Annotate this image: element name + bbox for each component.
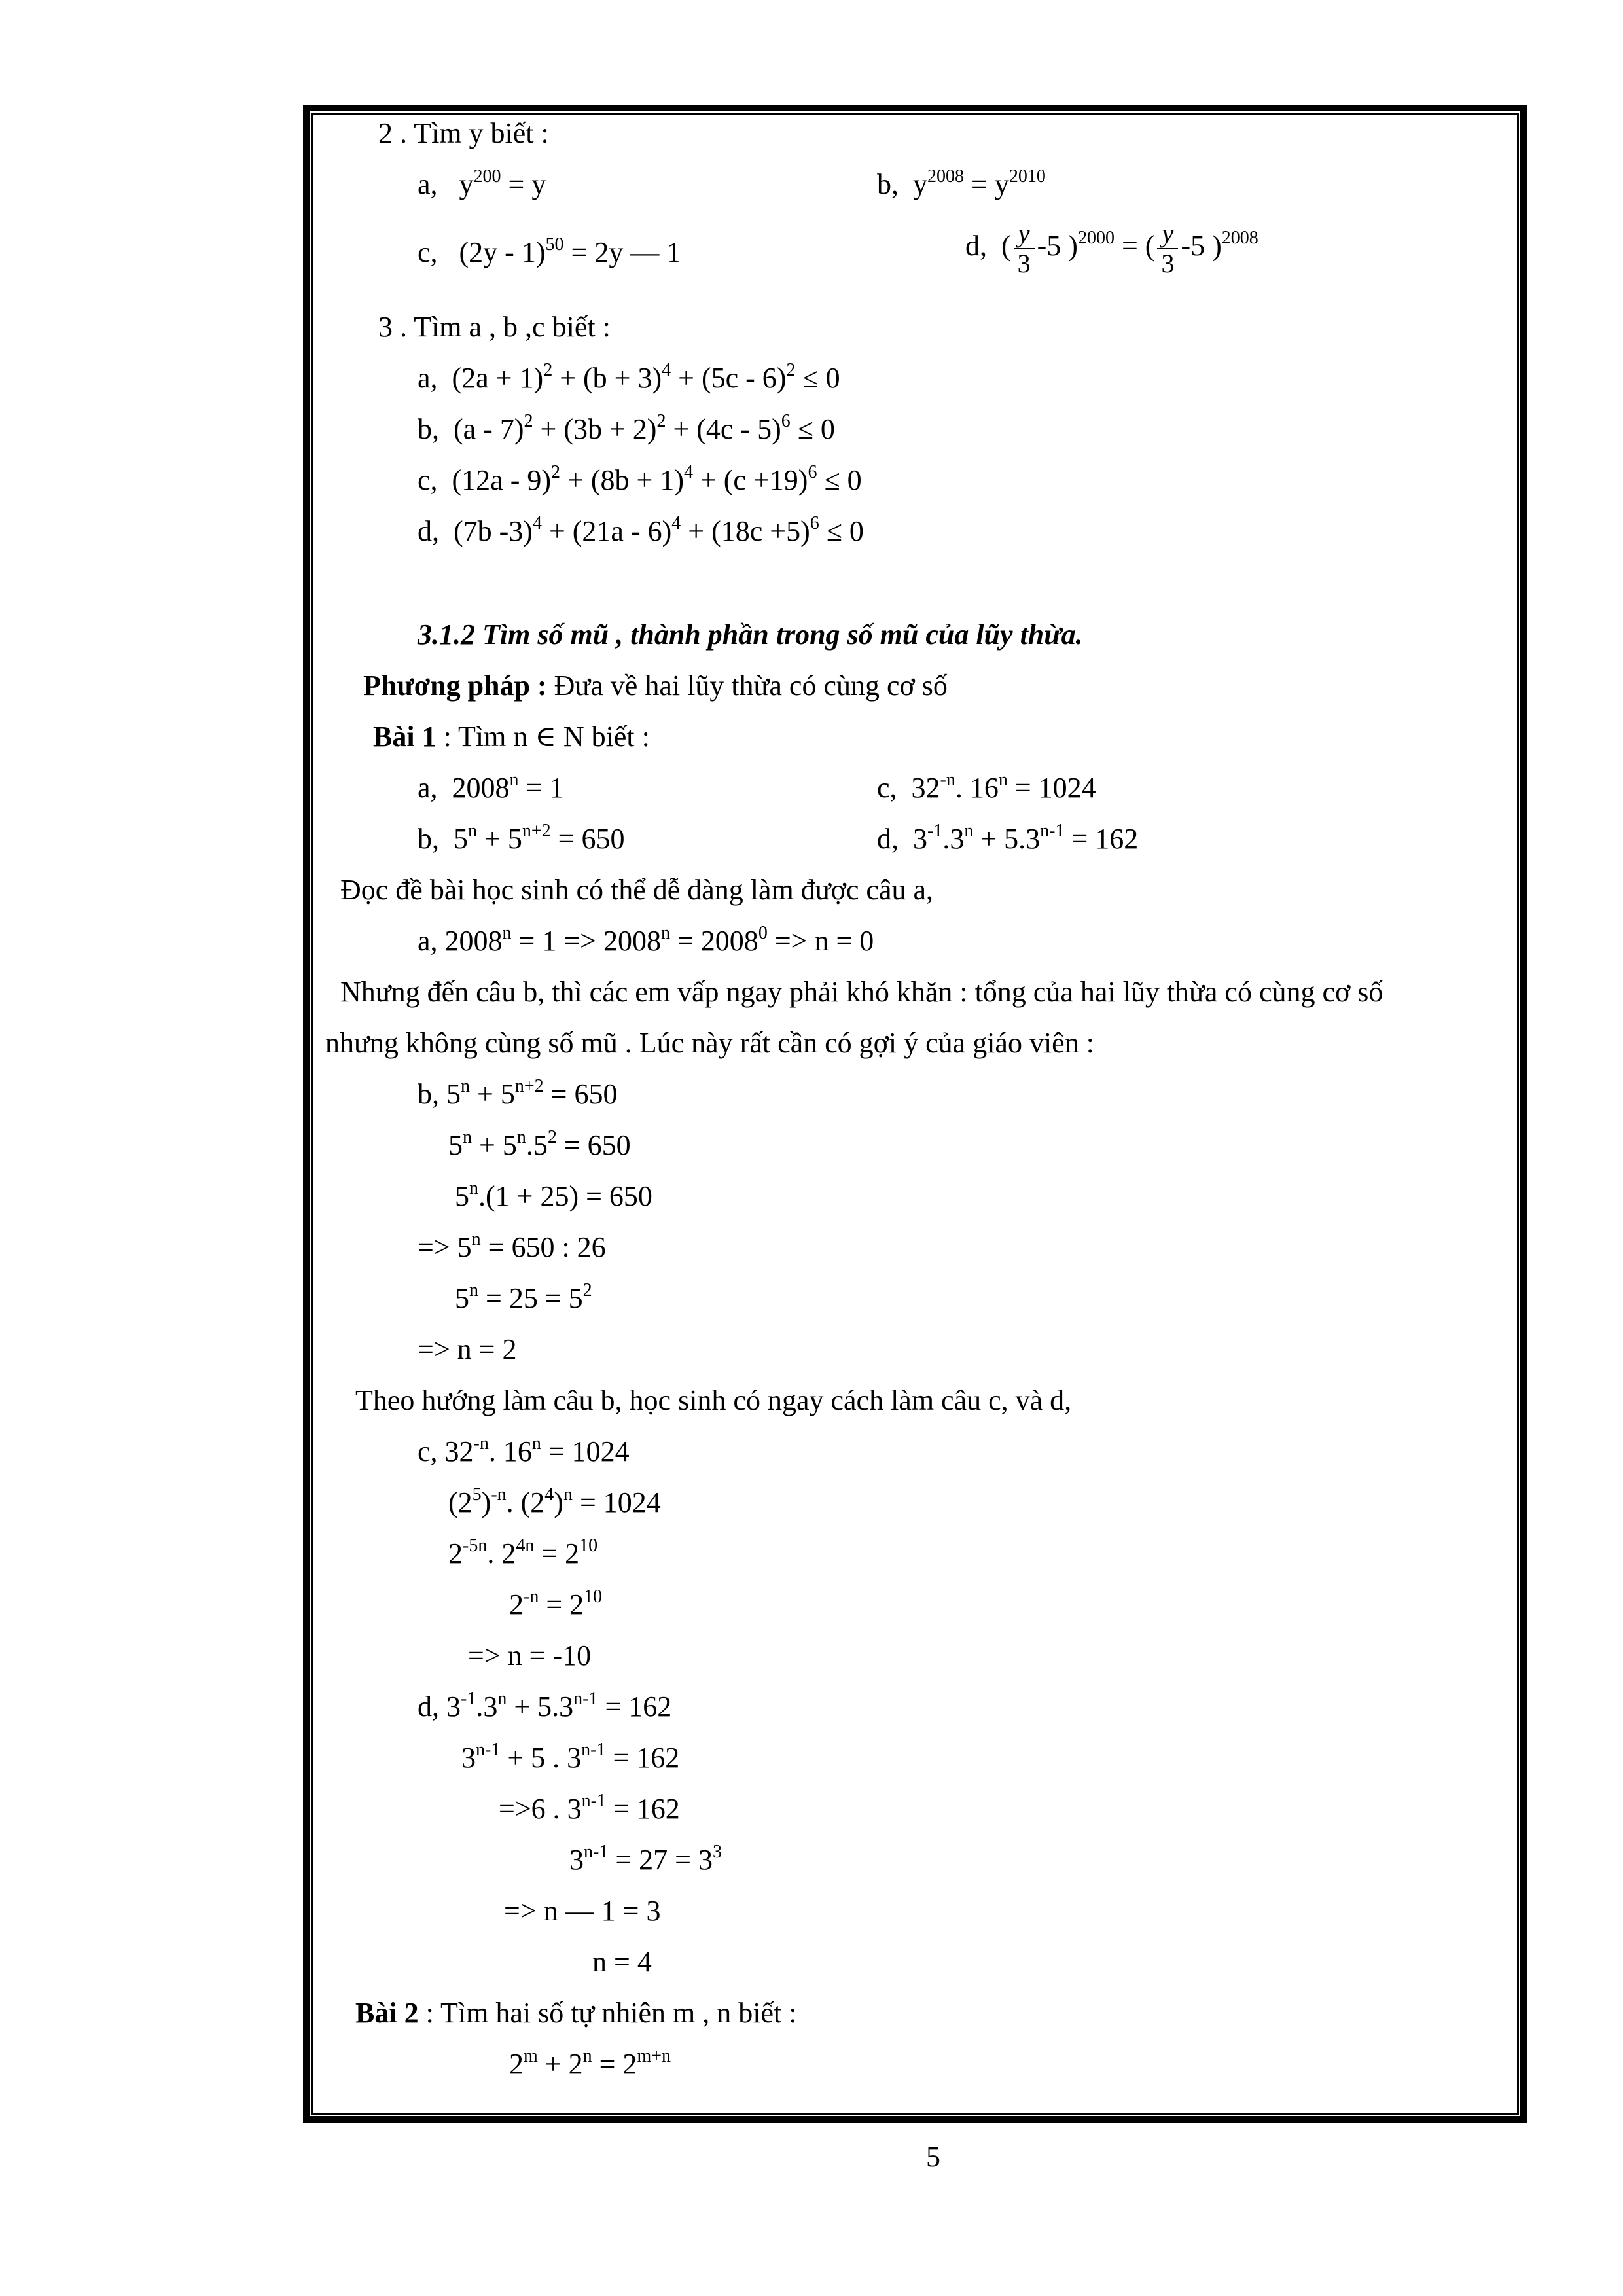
paragraph-read-problem: Đọc đề bài học sinh có thể dễ dàng làm được câu a, xyxy=(340,874,934,906)
bai1-d: d, $3^{-1}.3^n + 5.3^{n-1} = 162$ xyxy=(877,821,1139,855)
solution-d-line6: n = 4 xyxy=(592,1946,652,1978)
solution-d-line5: => n — 1 = 3 xyxy=(504,1895,661,1927)
bai1-a: a, $2008^n = 1$ xyxy=(418,770,564,804)
method-line: Phương pháp : Đưa về hai lũy thừa có cùng cơ số xyxy=(363,670,948,702)
bai2-title: Bài 2 : Tìm hai số tự nhiên m , n biết : xyxy=(355,1997,797,2029)
solution-d-line1: d, $3^{-1}.3^n + 5.3^{n-1} = 162$ xyxy=(418,1689,672,1723)
solution-d-line3: =>6 . $3^{n-1} = 162$ xyxy=(499,1791,680,1825)
ex3-b: b, $(a - 7)^2 + (3b + 2)^2 + (4c - 5)^6 \le 0$ xyxy=(418,411,835,445)
solution-c-line2: $(2^5)^{-n}$. $(2^4)^n = 1024$ xyxy=(448,1484,661,1518)
paragraph-difficulty: Nhưng đến câu b, thì các em vấp ngay phải khó khăn : tổng của hai lũy thừa có cùng cơ số xyxy=(340,976,1383,1008)
solution-d-line2: $3^{n-1} + 5$ . $3^{n-1} = 162$ xyxy=(461,1740,680,1774)
solution-d-line4: $3^{n-1} = 27 = 3^3$ xyxy=(569,1842,722,1876)
solution-c-line1: c, $32^{-n}$. $16^n = 1024$ xyxy=(418,1433,630,1467)
solution-b-line3: $5^n.(1 + 25) = 650$ xyxy=(455,1178,652,1212)
bai1-b: b, $5^n + 5^{n+2} = 650$ xyxy=(418,821,625,855)
ex3-d: d, (7b $-3)^4 + (21a - 6)^4 + (18c +5)^6 \le 0$ xyxy=(418,513,864,547)
ex2-a: a, $y^{200} = y$ xyxy=(418,166,546,200)
ex3-title: 3 . Tìm a , b ,c biết : xyxy=(378,311,611,343)
section-heading: 3.1.2 Tìm số mũ , thành phần trong số mũ của lũy thừa. xyxy=(418,619,1083,651)
ex2-b: b, $y^{2008} = y^{2010}$ xyxy=(877,166,1046,200)
solution-b-line6: => n = 2 xyxy=(418,1333,517,1365)
fraction-y-over-3: $\frac{y}{3}$ xyxy=(1157,219,1178,278)
bai2-equation: $2^m + 2^n = 2^{m+n}$ xyxy=(509,2046,671,2080)
solution-c-line3: $2^{-5n}$. $2^{4n} = 2^{10}$ xyxy=(448,1535,598,1570)
solution-b-line1: b, $5^n + 5^{n+2} = 650$ xyxy=(418,1076,618,1110)
ex2-title: 2 . Tìm y biết : xyxy=(378,117,549,149)
ex2-c: c, (2y - 1)$^{50}$ = 2y — 1 xyxy=(418,234,681,268)
solution-b-line4: => $5^n = 650$ : 26 xyxy=(418,1229,606,1263)
bai1-title: Bài 1 : Tìm n ∈ N biết : xyxy=(373,721,650,753)
paragraph-hint: nhưng không cùng số mũ . Lúc này rất cần có gợi ý của giáo viên : xyxy=(325,1027,1094,1059)
solution-c-line5: => n = -10 xyxy=(468,1640,592,1672)
page-number: 5 xyxy=(926,2141,940,2173)
ex2-d: d, ( $\frac{y}{3}$ -5 )$^{2000}$ = ( $\frac{y}{3}$ -5 )$^{2008}$ xyxy=(965,219,1258,278)
ex3-a: a, $(2a + 1)^2 + (b + 3)^4 + (5c - 6)^2 \le 0$ xyxy=(418,360,840,394)
ex3-c: c, $(12a - 9)^2 + (8b + 1)^4 + (c +19)^6 \le 0$ xyxy=(418,462,862,496)
solution-a: a, $2008^n = 1 => 2008^n = 2008^0 => n = 0$ xyxy=(418,923,874,957)
bai1-c: c, $32^{-n}$. $16^n = 1024$ xyxy=(877,770,1096,804)
solution-c-line4: $2^{-n} = 2^{10}$ xyxy=(509,1587,603,1621)
paragraph-approach: Theo hướng làm câu b, học sinh có ngay cách làm câu c, và d, xyxy=(355,1384,1072,1416)
solution-b-line5: $5^n = 25 = 5^2$ xyxy=(455,1280,592,1314)
solution-b-line2: $5^n + 5^n.5^2 = 650$ xyxy=(448,1127,631,1161)
fraction-y-over-3: $\frac{y}{3}$ xyxy=(1014,219,1035,278)
